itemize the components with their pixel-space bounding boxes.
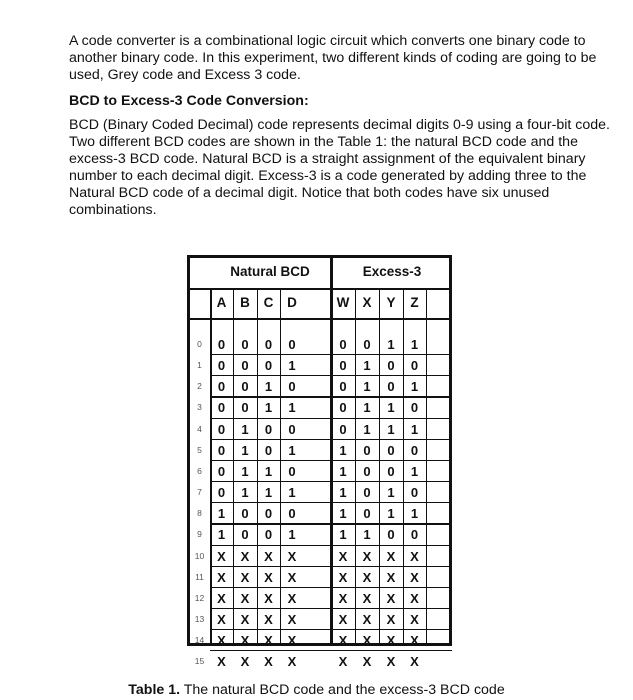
natural-bcd-cell: 1 (241, 463, 249, 479)
natural-bcd-cell: 1 (264, 379, 273, 395)
column-header-w: W (336, 295, 350, 310)
natural-bcd-cell: 0 (241, 400, 249, 416)
excess-3-cell: X (338, 611, 348, 627)
natural-bcd-cell: 0 (241, 506, 249, 522)
row-index: 9 (197, 529, 202, 540)
excess-3-cell: 1 (387, 337, 395, 352)
excess-3-cell: 1 (410, 379, 419, 395)
excess-3-cell: 1 (410, 337, 419, 352)
excess-3-cell: 0 (363, 442, 371, 458)
natural-bcd-cell: X (287, 590, 297, 606)
natural-bcd-cell: X (287, 548, 297, 564)
excess-3-cell: 1 (339, 506, 347, 522)
natural-bcd-cell: 0 (288, 421, 296, 437)
column-rule (426, 288, 427, 646)
group-header-natural-bcd: Natural BCD (230, 264, 310, 279)
natural-bcd-cell: 1 (288, 527, 296, 543)
natural-bcd-cell: X (217, 611, 226, 627)
excess-3-cell: 0 (363, 337, 371, 352)
excess-3-cell: 1 (339, 527, 347, 543)
natural-bcd-cell: 0 (241, 379, 249, 395)
natural-bcd-cell: 1 (241, 442, 249, 458)
bcd-code-table (187, 255, 452, 670)
excess-3-cell: 1 (339, 463, 347, 479)
excess-3-cell: X (386, 654, 396, 670)
excess-3-cell: 1 (363, 421, 371, 437)
natural-bcd-cell: X (287, 654, 297, 670)
caption-text: The natural BCD code and the excess-3 BCD code (180, 682, 505, 698)
excess-3-cell: 0 (387, 527, 395, 543)
excess-3-cell: X (362, 633, 372, 649)
excess-3-cell: X (362, 569, 372, 585)
excess-3-cell: X (386, 548, 396, 564)
natural-bcd-cell: 0 (241, 527, 249, 543)
excess-3-cell: 0 (363, 485, 371, 501)
excess-3-cell: 1 (363, 358, 371, 374)
body-paragraph: BCD (Binary Coded Decimal) code represents decimal digits 0-9 using a four-bit code. Two different BCD codes are shown in the Table 1: the natural BCD code and the excess-3 BCD code. Natural BCD is a straight assignment of the equivalent binary number to each decimal digit. Excess-3 is a code generated by adding three to the Natural BCD code of a decimal digit. Notice that both codes have six unused combinations. (69, 117, 610, 218)
excess-3-cell: 0 (410, 527, 419, 543)
natural-bcd-cell: X (240, 569, 250, 585)
excess-3-cell: 1 (387, 400, 395, 416)
natural-bcd-cell: X (264, 633, 273, 649)
natural-bcd-cell: 0 (241, 358, 249, 374)
excess-3-cell: X (362, 654, 372, 670)
excess-3-cell: X (338, 590, 348, 606)
column-header-y: Y (386, 295, 396, 310)
natural-bcd-cell: X (217, 569, 226, 585)
excess-3-cell: X (410, 633, 419, 649)
natural-bcd-cell: 0 (241, 337, 249, 352)
group-header-excess-3: Excess-3 (362, 264, 422, 279)
excess-3-cell: X (410, 569, 419, 585)
section-heading: BCD to Excess-3 Code Conversion: (69, 93, 309, 109)
excess-3-cell: 1 (339, 485, 347, 501)
natural-bcd-cell: X (264, 548, 273, 564)
natural-bcd-cell: 0 (264, 337, 273, 352)
excess-3-cell: 1 (410, 421, 419, 437)
excess-3-cell: 0 (410, 358, 419, 374)
excess-3-cell: X (410, 654, 419, 670)
caption-label: Table 1. (128, 682, 181, 698)
excess-3-cell: 0 (363, 463, 371, 479)
row-index: 15 (194, 656, 205, 667)
excess-3-cell: 1 (410, 463, 419, 479)
natural-bcd-cell: X (240, 654, 250, 670)
natural-bcd-cell: 1 (264, 400, 273, 416)
row-index: 11 (195, 571, 204, 582)
excess-3-cell: X (410, 548, 419, 564)
excess-3-cell: X (410, 611, 419, 627)
row-index: 12 (194, 592, 205, 603)
excess-3-cell: 0 (410, 442, 419, 458)
natural-bcd-cell: X (240, 633, 250, 649)
natural-bcd-cell: 0 (217, 463, 226, 479)
row-index: 8 (197, 508, 202, 519)
row-index: 10 (194, 550, 205, 561)
natural-bcd-cell: X (217, 654, 226, 670)
subheader-rule (187, 318, 452, 320)
excess-3-cell: 0 (410, 485, 419, 501)
excess-3-cell: X (362, 611, 372, 627)
excess-3-cell: X (338, 654, 348, 670)
natural-bcd-cell: 1 (264, 485, 273, 501)
natural-bcd-cell: X (287, 611, 297, 627)
excess-3-cell: 1 (410, 506, 419, 522)
row-index: 6 (197, 465, 202, 476)
natural-bcd-cell: 0 (264, 506, 273, 522)
excess-3-cell: X (362, 590, 372, 606)
natural-bcd-cell: 0 (288, 337, 296, 352)
natural-bcd-cell: 0 (217, 379, 226, 395)
excess-3-cell: X (386, 590, 396, 606)
natural-bcd-cell: X (240, 611, 250, 627)
natural-bcd-cell: 0 (217, 400, 226, 416)
excess-3-cell: X (338, 633, 348, 649)
excess-3-cell: 0 (387, 379, 395, 395)
row-index: 4 (197, 423, 202, 434)
natural-bcd-cell: 1 (288, 358, 296, 374)
column-header-b: B (240, 295, 250, 310)
column-header-z: Z (410, 295, 419, 310)
excess-3-cell: 1 (363, 379, 371, 395)
excess-3-cell: 1 (363, 527, 371, 543)
excess-3-cell: X (338, 569, 348, 585)
row-index: 14 (194, 635, 205, 646)
column-header-c: C (263, 295, 274, 310)
natural-bcd-cell: X (287, 633, 297, 649)
row-index: 0 (197, 339, 202, 349)
excess-3-cell: X (386, 611, 396, 627)
excess-3-cell: 1 (339, 442, 347, 458)
intro-paragraph: A code converter is a combinational logic circuit which converts one binary code to another binary code. In this experiment, two different kinds of coding are going to be used, Grey code and Excess 3 code. (69, 33, 597, 83)
natural-bcd-cell: 0 (264, 421, 273, 437)
excess-3-cell: 0 (387, 463, 395, 479)
natural-bcd-cell: 1 (264, 463, 273, 479)
column-header-d: D (287, 295, 297, 310)
natural-bcd-cell: 0 (217, 337, 226, 352)
natural-bcd-cell: X (264, 590, 273, 606)
natural-bcd-cell: 0 (264, 358, 273, 374)
natural-bcd-cell: 0 (217, 358, 226, 374)
natural-bcd-cell: X (264, 611, 273, 627)
column-header-a: A (216, 295, 227, 310)
column-header-x: X (362, 295, 372, 310)
excess-3-cell: 0 (339, 379, 347, 395)
natural-bcd-cell: X (264, 569, 273, 585)
excess-3-cell: 0 (339, 337, 347, 352)
natural-bcd-cell: 1 (217, 506, 226, 522)
row-index: 13 (194, 613, 205, 624)
table-caption (0, 682, 633, 699)
excess-3-cell: 1 (363, 400, 371, 416)
excess-3-cell: 0 (387, 358, 395, 374)
excess-3-cell: 1 (387, 506, 395, 522)
excess-3-cell: 0 (387, 442, 395, 458)
natural-bcd-cell: 0 (217, 442, 226, 458)
natural-bcd-cell: X (240, 548, 250, 564)
excess-3-cell: 0 (339, 400, 347, 416)
excess-3-cell: X (410, 590, 419, 606)
natural-bcd-cell: 1 (217, 527, 226, 543)
excess-3-cell: 0 (410, 400, 419, 416)
excess-3-cell: X (338, 548, 348, 564)
natural-bcd-cell: 1 (288, 485, 296, 501)
excess-3-cell: X (386, 569, 396, 585)
natural-bcd-cell: 0 (264, 527, 273, 543)
natural-bcd-cell: X (217, 548, 226, 564)
natural-bcd-cell: X (287, 569, 297, 585)
row-index: 3 (197, 402, 202, 413)
excess-3-cell: 1 (387, 485, 395, 501)
natural-bcd-cell: 0 (217, 485, 226, 501)
excess-3-cell: 0 (339, 358, 347, 374)
natural-bcd-cell: 0 (288, 379, 296, 395)
natural-bcd-cell: 1 (241, 485, 249, 501)
natural-bcd-cell: 0 (288, 463, 296, 479)
excess-3-cell: X (386, 633, 396, 649)
natural-bcd-cell: X (240, 590, 250, 606)
natural-bcd-cell: X (217, 633, 226, 649)
natural-bcd-cell: 0 (217, 421, 226, 437)
excess-3-cell: X (362, 548, 372, 564)
excess-3-cell: 1 (387, 421, 395, 437)
natural-bcd-cell: 1 (288, 400, 296, 416)
excess-3-cell: 0 (339, 421, 347, 437)
row-index: 2 (197, 381, 202, 392)
natural-bcd-cell: X (217, 590, 226, 606)
natural-bcd-cell: 0 (288, 506, 296, 522)
excess-3-cell: 0 (363, 506, 371, 522)
natural-bcd-cell: 1 (241, 421, 249, 437)
natural-bcd-cell: 0 (264, 442, 273, 458)
row-index: 5 (197, 444, 202, 455)
natural-bcd-cell: 1 (288, 442, 296, 458)
natural-bcd-cell: X (264, 654, 273, 670)
row-index: 7 (197, 487, 202, 498)
row-index: 1 (197, 360, 202, 371)
